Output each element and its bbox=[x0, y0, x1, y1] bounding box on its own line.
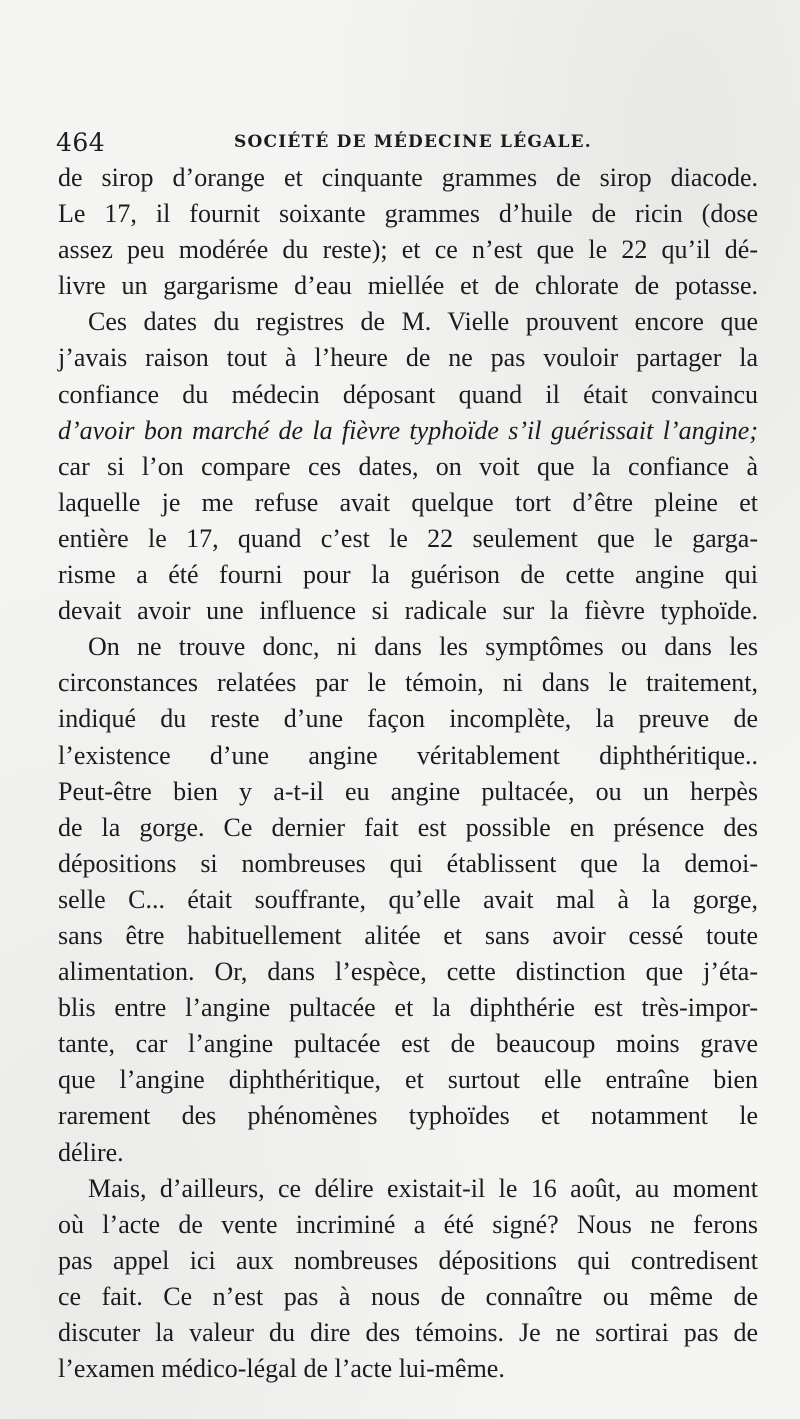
text-line: laquelle je me refuse avait quelque tort d’être pleine et bbox=[58, 487, 758, 517]
text-line: circonstances relatées par le témoin, ni dans le traitement, bbox=[58, 668, 758, 698]
text-line: blis entre l’angine pultacée et la diphthérie est très-impor- bbox=[58, 993, 758, 1023]
text-line: délire. bbox=[58, 1137, 124, 1167]
text-line: livre un gargarisme d’eau miellée et de chlorate de potasse. bbox=[58, 271, 758, 301]
text-line: Ces dates du registres de M. Vielle prouvent encore que bbox=[88, 307, 758, 337]
running-head bbox=[56, 128, 746, 158]
text-line: l’examen médico-légal de l’acte lui-même. bbox=[58, 1354, 505, 1384]
text-line: On ne trouve donc, ni dans les symptômes ou dans les bbox=[88, 632, 758, 662]
text-line: devait avoir une influence si radicale sur la fièvre typhoïde. bbox=[58, 596, 758, 626]
text-line: dépositions si nombreuses qui établissent que la demoi- bbox=[58, 848, 758, 878]
text-line: l’existence d’une angine véritablement diphthéritique.. bbox=[58, 740, 758, 770]
text-line: Le 17, il fournit soixante grammes d’huile de ricin (dose bbox=[58, 199, 758, 229]
text-line: rarement des phénomènes typhoïdes et notamment le bbox=[58, 1101, 758, 1131]
text-line: où l’acte de vente incriminé a été signé? Nous ne ferons bbox=[58, 1209, 758, 1239]
text-line: sans être habituellement alitée et sans avoir cessé toute bbox=[58, 920, 758, 950]
text-line: alimentation. Or, dans l’espèce, cette distinction que j’éta- bbox=[58, 957, 758, 987]
text-line: assez peu modérée du reste); et ce n’est que le 22 qu’il dé- bbox=[58, 235, 758, 265]
text-line: tante, car l’angine pultacée est de beaucoup moins grave bbox=[58, 1029, 758, 1059]
text-line: selle C... était souffrante, qu’elle avait mal à la gorge, bbox=[58, 884, 758, 914]
text-line: d’avoir bon marché de la fièvre typhoïde s’il guérissait l’angine; bbox=[58, 415, 758, 445]
text-line: de sirop d’orange et cinquante grammes de sirop diacode. bbox=[58, 163, 758, 192]
page-number: 464 bbox=[56, 128, 106, 157]
text-line: risme a été fourni pour la guérison de cette angine qui bbox=[58, 560, 758, 590]
text-line: que l’angine diphthéritique, et surtout elle entraîne bien bbox=[58, 1065, 758, 1095]
text-line: indiqué du reste d’une façon incomplète, la preuve de bbox=[58, 704, 758, 734]
text-line: ce fait. Ce n’est pas à nous de connaître ou même de bbox=[58, 1281, 758, 1311]
text-line: Mais, d’ailleurs, ce délire existait-il le 16 août, au moment bbox=[88, 1173, 758, 1203]
text-line: pas appel ici aux nombreuses dépositions qui contredisent bbox=[58, 1245, 758, 1275]
text-line: j’avais raison tout à l’heure de ne pas vouloir partager la bbox=[58, 343, 758, 373]
text-line: de la gorge. Ce dernier fait est possible en présence des bbox=[58, 812, 758, 842]
running-title: SOCIÉTÉ DE MÉDECINE LÉGALE. bbox=[234, 132, 592, 152]
text-line: Peut-être bien y a-t-il eu angine pultacée, ou un herpès bbox=[58, 776, 758, 806]
text-line: car si l’on compare ces dates, on voit que la confiance à bbox=[58, 451, 758, 481]
text-line: confiance du médecin déposant quand il était convaincu bbox=[58, 379, 758, 409]
body-text bbox=[58, 160, 758, 1387]
text-line: discuter la valeur du dire des témoins. Je ne sortirai pas de bbox=[58, 1318, 758, 1347]
text-line: entière le 17, quand c’est le 22 seulement que le garga- bbox=[58, 523, 758, 553]
